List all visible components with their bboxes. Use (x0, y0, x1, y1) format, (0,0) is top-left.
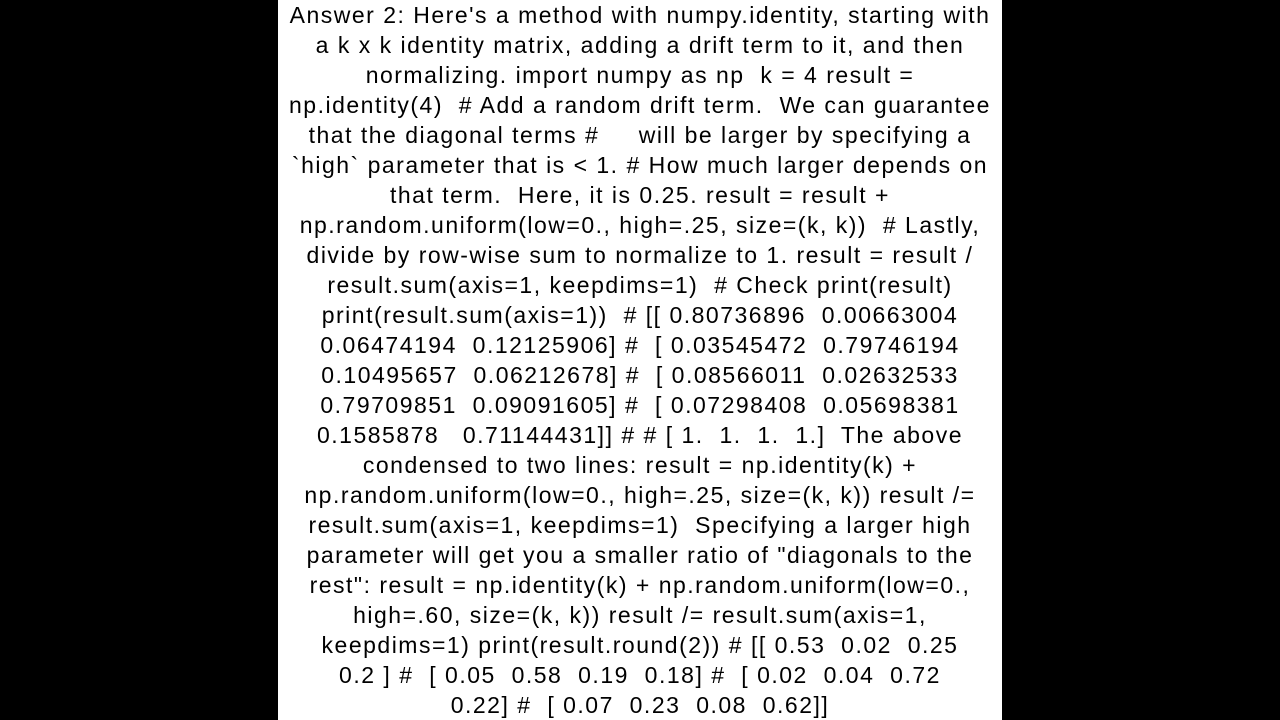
text-line: that term. Here, it is 0.25. result = result + (389, 182, 890, 208)
text-line: 0.1585878 0.71144431]] # # [ 1. 1. 1. 1.] The above (316, 422, 964, 448)
text-line: normalizing. import numpy as np k = 4 result = (365, 62, 915, 88)
text-line: np.random.uniform(low=0., high=.25, size=(k, k)) result /= (304, 482, 976, 508)
answer-text-panel (278, 0, 1002, 720)
text-line: that the diagonal terms # will be larger by specifying a (308, 122, 972, 148)
text-line: result.sum(axis=1, keepdims=1) Specifying a larger high (308, 512, 972, 538)
text-line: divide by row-wise sum to normalize to 1. result = result / (306, 242, 974, 268)
text-line: 0.22] # [ 0.07 0.23 0.08 0.62]] (450, 692, 830, 718)
text-line: high=.60, size=(k, k)) result /= result.sum(axis=1, (353, 602, 927, 628)
text-line: a k x k identity matrix, adding a drift term to it, and then (315, 32, 965, 58)
text-line: parameter will get you a smaller ratio of "diagonals to the (306, 542, 974, 568)
text-line: 0.79709851 0.09091605] # [ 0.07298408 0.05698381 (320, 392, 960, 418)
text-line: `high` parameter that is < 1. # How much larger depends on (291, 152, 989, 178)
right-letterbox-bar (1002, 0, 1280, 720)
text-line: condensed to two lines: result = np.identity(k) + (362, 452, 918, 478)
text-line: np.identity(4) # Add a random drift term. We can guarantee (289, 92, 991, 118)
text-line: 0.10495657 0.06212678] # [ 0.08566011 0.02632533 (321, 362, 959, 388)
text-line: Answer 2: Here's a method with numpy.identity, starting with (289, 2, 991, 28)
text-line: keepdims=1) print(result.round(2)) # [[ 0.53 0.02 0.25 (321, 632, 959, 658)
text-line: 0.06474194 0.12125906] # [ 0.03545472 0.79746194 (320, 332, 960, 358)
text-line: np.random.uniform(low=0., high=.25, size=(k, k)) # Lastly, (299, 212, 981, 238)
answer-text (278, 0, 1002, 720)
text-line: print(result.sum(axis=1)) # [[ 0.80736896 0.00663004 (321, 302, 959, 328)
text-line: 0.2 ] # [ 0.05 0.58 0.19 0.18] # [ 0.02 0.04 0.72 (339, 662, 941, 688)
left-letterbox-bar (0, 0, 278, 720)
text-line: result.sum(axis=1, keepdims=1) # Check print(result) (327, 272, 953, 298)
text-line: rest": result = np.identity(k) + np.random.uniform(low=0., (309, 572, 971, 598)
